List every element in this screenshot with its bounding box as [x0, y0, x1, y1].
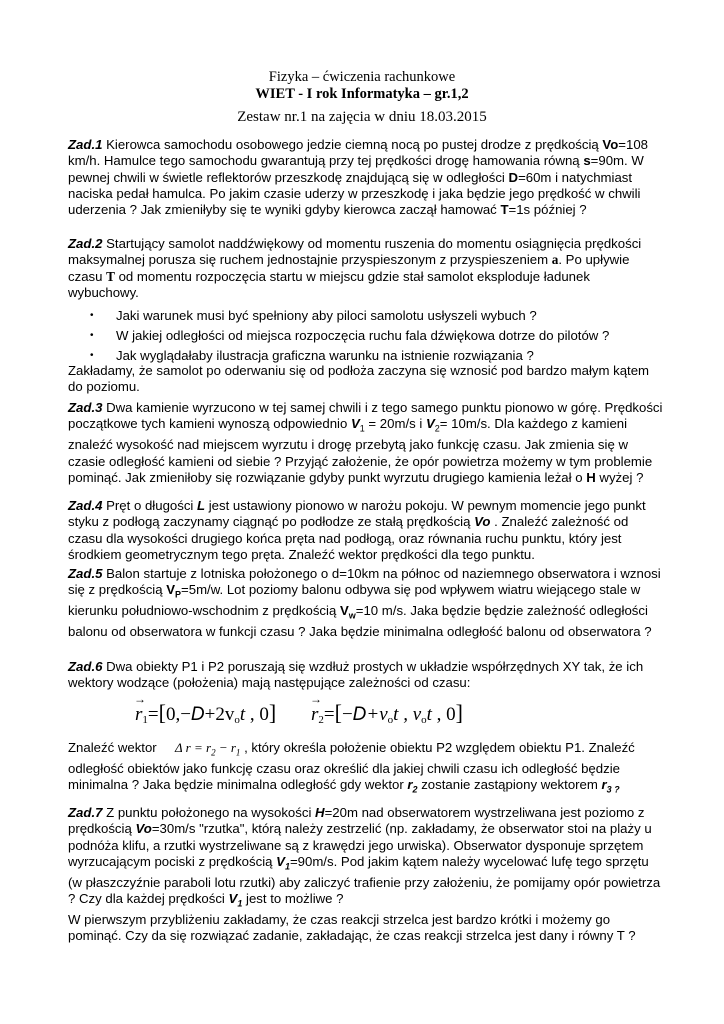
- text: =10 m/s. Jaka będzie będzie zależność odległości balonu od obserwatora w funkcji czasu ? Jaka będzie minimalna odległość balonu od obserwatora ?: [68, 603, 652, 640]
- problem-4-tag: Zad.4: [68, 498, 103, 513]
- var-t: t: [426, 704, 432, 725]
- text: Kierowca samochodu osobowego jedzie ciemną nocą po pustej drodze z prędkością: [102, 137, 603, 152]
- header-course: WIET - I rok Informatyka – gr.1,2: [255, 86, 469, 102]
- list-item-text: Jaki warunek musi być spełniony aby piloci samolotu usłyszeli wybuch ?: [116, 308, 537, 323]
- term: +2v: [204, 704, 235, 725]
- equation-r2: [311, 700, 463, 726]
- problem-2-tag: Zad.2: [68, 236, 103, 251]
- text: od momentu rozpoczęcia startu w miejscu gdzie stał samolot eksploduje ładunek wybuchowy.: [68, 268, 590, 300]
- var-vw: V: [339, 603, 349, 619]
- bracket-right: ]: [455, 700, 463, 725]
- problem-1: [68, 137, 663, 218]
- var-vw-sub: w: [348, 610, 356, 621]
- term: Δ r = r: [175, 740, 212, 755]
- text: . Znaleźć zależność od czasu dla wysokości drugiego końca pręta nad podłogą, oraz równania ruchu punktu, który jest środkiem geometrycznym tego pręta. Znaleźć wektor prędkości dla tego punktu.: [68, 514, 629, 562]
- var-t: t: [393, 704, 399, 725]
- problem-7-tag: Zad.7: [68, 805, 103, 820]
- text: Dwa obiekty P1 i P2 poruszają się wzdłuż prostych w układzie współrzędnych XY tak, że ich wektory wodzące (położenia) mają następujące zależności od czasu:: [68, 659, 644, 691]
- bracket-left: [: [334, 700, 342, 725]
- var-v1: V: [228, 891, 238, 907]
- text: wyżej ?: [595, 469, 644, 485]
- var-d: D: [352, 704, 367, 725]
- var-d: D: [508, 169, 519, 185]
- subscript: 1: [235, 747, 241, 758]
- text: jest ustawiony pionowo w narożu pokoju. W pewnym momencie jego punkt styku z podłogą zaczynamy ciągnąć po podłodze ze stałą prędkością: [68, 498, 646, 530]
- text: =90m. W pewnej chwili w świetle reflektorów przeszkodę znajdującą się w odległości: [68, 153, 644, 185]
- text: , który określa położenie obiektu P2 względem obiektu P1. Znaleźć odległość obiektów jako funkcję czasu oraz określić dla jakiej chwili czasu ich odległość będzie minimalna ? Jaka będzie minimalna odległość gdy wektor: [68, 740, 635, 793]
- text: . Po upływie czasu: [68, 252, 630, 284]
- var-d: D: [190, 704, 205, 725]
- equals-sign: =: [323, 704, 335, 725]
- var-vp: V: [166, 582, 176, 598]
- text: =60m i natychmiast naciska pedał hamulca. Po jakim czasie uderzy w przeszkodę i jaka będzie jego prędkość w chwili uderzenia ? Jak zmieniłyby się te wyniki gdyby kierowca zaczął hamować: [68, 169, 641, 218]
- var-r3: r: [601, 777, 607, 793]
- problem-3: [68, 400, 663, 486]
- text: =20m nad obserwatorem wystrzeliwana jest poziomo z prędkością: [68, 805, 645, 837]
- var-r3-sub: 3 ?: [606, 784, 620, 795]
- problem-3-tag: Zad.3: [68, 400, 103, 415]
- subscript: o: [234, 714, 240, 726]
- var-vo: Vo: [135, 821, 152, 837]
- equals-sign: =: [147, 704, 159, 725]
- problem-7: [68, 805, 663, 945]
- var-a: a: [551, 252, 559, 268]
- term: , 0: [245, 704, 269, 725]
- text: = 20m/s i: [364, 416, 426, 432]
- var-v1-sub: 1: [237, 898, 243, 909]
- text: W pierwszym przybliżeniu zakładamy, że czas reakcji strzelca jest bardzo krótki i możemy go pominąć. Czy da się rozwiązać zadanie, zakładając, że czas reakcji strzelca jest dany i równy T ?: [68, 912, 636, 944]
- var-vp-sub: P: [175, 589, 182, 600]
- problem-6: [68, 659, 663, 692]
- var-v2: V: [425, 416, 435, 432]
- var-T: T: [106, 268, 115, 284]
- var-v2-sub: 2: [434, 423, 440, 434]
- text: = 10m/s. Dla każdego z kamieni znaleźć wysokość nad miejscem wyrzutu i drogę przebytą jako funkcję czasu. Jak zmienia się w czasie odległość kamieni od siebie ? Przyjąć założenie, że opór powietrza możemy w tym problemie pominąć. Jak zmieniłoby się rozwiązanie gdyby punkt wyrzutu drugiego kamienia leżał o: [68, 416, 653, 485]
- term: − r: [215, 740, 236, 755]
- problem-6-question: [68, 740, 663, 798]
- list-item: [68, 306, 668, 326]
- text: Balon startuje z lotniska położonego o d=10km na północ od naziemnego obserwatora i wznosi się z prędkością: [68, 566, 661, 598]
- text: Z punktu położonego na wysokości: [102, 805, 316, 820]
- equation-r1: [135, 700, 276, 726]
- var-s: s: [583, 153, 591, 169]
- var-v1-sub: 1: [284, 861, 290, 872]
- subscript: o: [387, 714, 394, 726]
- var-vo: Vo: [474, 514, 491, 530]
- term: , v: [398, 704, 422, 725]
- var-v1: V: [276, 853, 285, 869]
- text: =1s później ?: [508, 202, 587, 218]
- bullet-icon: •: [90, 330, 94, 341]
- delta-r-expression: [175, 740, 241, 758]
- problem-2: [68, 236, 663, 301]
- var-v1: V: [350, 416, 360, 432]
- subscript: o: [421, 714, 427, 726]
- text: Znaleźć wektor: [68, 740, 157, 755]
- subscript: 1: [142, 714, 148, 726]
- term: , 0: [431, 704, 456, 725]
- problem-2-assumption: Zakładamy, że samolot po oderwaniu się od podłoża zaczyna się wznosić pod bardzo małym kątem do poziomu.: [68, 363, 650, 395]
- text: =108 km/h. Hamulce tego samochodu gwarantują przy tej prędkości drogę hamowania równą: [68, 137, 648, 169]
- text: =90m/s. Pod jakim kątem należy wycelować lufę tego sprzętu (w płaszczyźnie paraboli lotu rzutki) aby zaliczyć trafienie przy założeniu, że pomijamy opór powietrza ? Czy dla każdej prędkości: [68, 853, 661, 907]
- bracket-right: ]: [268, 700, 277, 725]
- var-vo: Vo: [602, 137, 619, 152]
- text: =30m/s "rzutka", którą należy zestrzelić (np. zakładamy, że obserwator stoi na plaży u podnóża klifu, a rzutki wystrzeliwane są z krawędzi jego urwiska). Obserwator dysponuje sprzętem wyrzucającym pociski z prędkością: [68, 821, 652, 869]
- term: +v: [366, 704, 388, 725]
- list-item: [68, 326, 668, 346]
- subscript: 2: [211, 747, 216, 758]
- var-l: L: [197, 498, 206, 513]
- var-r2: r: [407, 777, 413, 793]
- list-item-text: Jak wyglądałaby ilustracja graficzna warunku na istnienie rozwiązania ?: [116, 348, 534, 363]
- problem-6-tag: Zad.6: [68, 659, 103, 674]
- list-item-text: W jakiej odległości od miejsca rozpoczęcia ruchu fala dźwiękowa dotrze do pilotów ?: [116, 328, 610, 343]
- problem-2-questions: [68, 306, 668, 366]
- vector-r1: → r: [135, 704, 142, 726]
- var-t: T: [500, 202, 509, 218]
- var-r2-sub: 2: [412, 784, 418, 795]
- text: Pręt o długości: [102, 498, 198, 513]
- text: =5m/w. Lot poziomy balonu odbywa się pod wpływem wiatru wiejącego stale w kierunku południowo-wschodnim z prędkością: [68, 582, 641, 619]
- header-set-date: Zestaw nr.1 na zajęcia w dniu 18.03.2015: [237, 109, 487, 125]
- var-v1-sub: 1: [359, 423, 365, 434]
- problem-5: [68, 566, 663, 640]
- bracket-left: [: [158, 700, 166, 725]
- problem-4: [68, 498, 663, 563]
- text: jest to możliwe ?: [242, 891, 344, 907]
- term: −: [341, 704, 353, 725]
- text: zostanie zastąpiony wektorem: [417, 777, 602, 793]
- var-h: H: [315, 805, 325, 820]
- problem-5-tag: Zad.5: [68, 566, 103, 581]
- text: Dwa kamienie wyrzucono w tej samej chwili i z tego samego punktu pionowo w górę. Prędkości początkowe tych kamieni wynoszą odpowiednio: [68, 400, 663, 432]
- bullet-icon: •: [90, 310, 94, 321]
- var-h: H: [586, 469, 596, 485]
- term: 0,−: [165, 704, 191, 725]
- problem-1-tag: Zad.1: [68, 137, 103, 152]
- vector-r2: → r: [311, 704, 318, 726]
- var-t: t: [239, 704, 246, 725]
- subscript: 2: [318, 714, 324, 726]
- header-subject: Fizyka – ćwiczenia rachunkowe: [268, 69, 456, 85]
- bullet-icon: •: [90, 350, 94, 361]
- text: Startujący samolot naddźwiękowy od momentu ruszenia do momentu osiągnięcia prędkości maksymalnej porusza się ruchem jednostajnie przyspieszonym z przyspieszeniem: [68, 236, 642, 268]
